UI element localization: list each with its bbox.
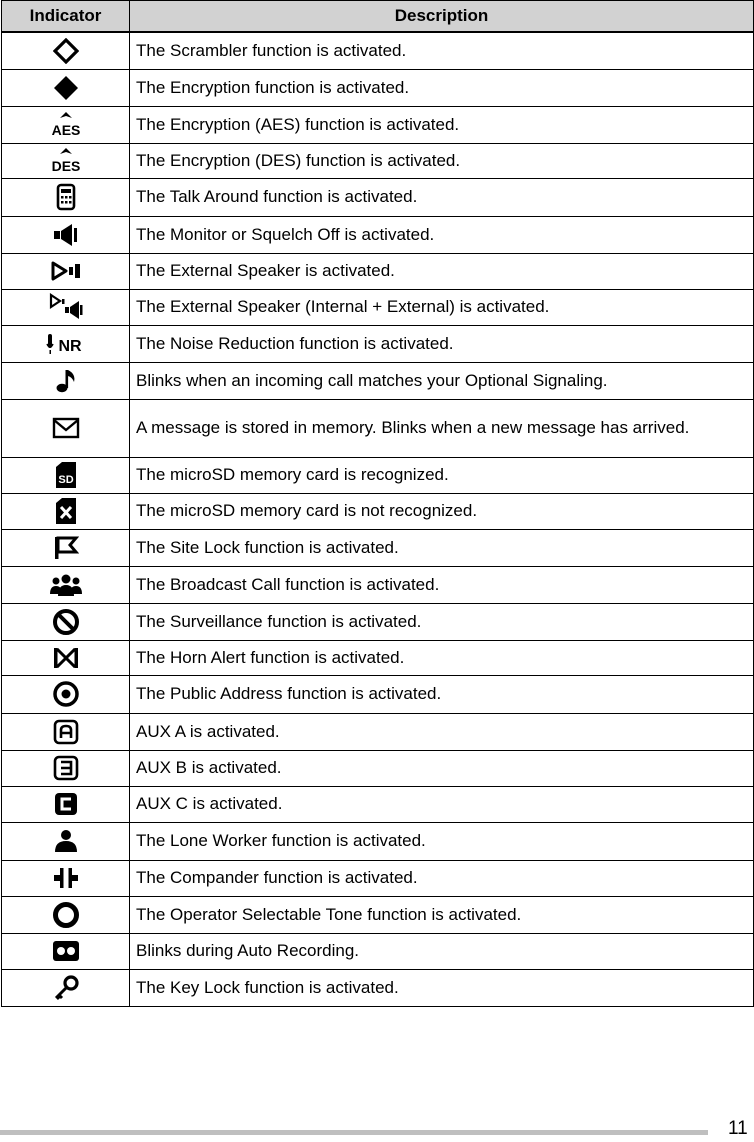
indicator-cell bbox=[2, 457, 130, 493]
indicator-cell bbox=[2, 860, 130, 896]
broadcast-group-icon bbox=[49, 572, 83, 598]
table-header-row bbox=[2, 1, 754, 33]
table-row bbox=[2, 860, 754, 896]
description-cell: AUX A is activated. bbox=[130, 713, 754, 750]
table-row bbox=[2, 566, 754, 603]
indicator-cell bbox=[2, 289, 130, 325]
encryption-des-icon bbox=[49, 147, 83, 175]
table-row bbox=[2, 253, 754, 289]
site-lock-flag-icon bbox=[53, 535, 79, 561]
table-row bbox=[2, 493, 754, 529]
table-row bbox=[2, 289, 754, 325]
public-address-icon bbox=[52, 680, 80, 708]
description-cell: The Surveillance function is activated. bbox=[130, 603, 754, 640]
table-row bbox=[2, 713, 754, 750]
indicator-cell bbox=[2, 713, 130, 750]
indicator-cell bbox=[2, 675, 130, 713]
description-cell: The Encryption (DES) function is activated. bbox=[130, 143, 754, 178]
description-cell: The Key Lock function is activated. bbox=[130, 969, 754, 1006]
indicator-cell bbox=[2, 640, 130, 675]
operator-tone-icon bbox=[52, 901, 80, 929]
table-row bbox=[2, 69, 754, 106]
microsd-icon bbox=[54, 461, 78, 489]
indicator-column-header: Indicator bbox=[2, 1, 130, 33]
description-cell: Blinks when an incoming call matches your Optional Signaling. bbox=[130, 362, 754, 399]
talk-around-icon bbox=[55, 183, 77, 211]
indicator-cell bbox=[2, 106, 130, 143]
page-number: 11 bbox=[728, 1118, 748, 1139]
description-cell: The Noise Reduction function is activated. bbox=[130, 325, 754, 362]
horn-alert-icon bbox=[52, 646, 80, 670]
indicator-cell bbox=[2, 529, 130, 566]
message-envelope-icon bbox=[52, 417, 80, 439]
description-cell: AUX C is activated. bbox=[130, 786, 754, 822]
indicator-cell bbox=[2, 143, 130, 178]
indicator-cell bbox=[2, 178, 130, 216]
description-cell: The Site Lock function is activated. bbox=[130, 529, 754, 566]
description-cell: The External Speaker is activated. bbox=[130, 253, 754, 289]
aux-c-icon bbox=[53, 791, 79, 817]
key-lock-icon bbox=[52, 974, 80, 1002]
icon-text: SD bbox=[57, 474, 74, 486]
description-cell: The Monitor or Squelch Off is activated. bbox=[130, 216, 754, 253]
description-cell: The Operator Selectable Tone function is activated. bbox=[130, 896, 754, 933]
description-cell: The Horn Alert function is activated. bbox=[130, 640, 754, 675]
encryption-aes-icon bbox=[49, 111, 83, 139]
description-cell: The Talk Around function is activated. bbox=[130, 178, 754, 216]
table-row bbox=[2, 143, 754, 178]
description-cell: AUX B is activated. bbox=[130, 750, 754, 786]
description-cell: The Broadcast Call function is activated. bbox=[130, 566, 754, 603]
table-row bbox=[2, 457, 754, 493]
table-row bbox=[2, 786, 754, 822]
microsd-error-icon bbox=[54, 497, 78, 525]
table-row bbox=[2, 640, 754, 675]
lone-worker-icon bbox=[52, 828, 80, 854]
indicator-cell bbox=[2, 822, 130, 860]
indicator-cell bbox=[2, 216, 130, 253]
indicator-cell bbox=[2, 786, 130, 822]
table-row bbox=[2, 362, 754, 399]
indicator-cell bbox=[2, 362, 130, 399]
description-cell: The microSD memory card is not recognized. bbox=[130, 493, 754, 529]
table-row bbox=[2, 969, 754, 1006]
description-cell: A message is stored in memory. Blinks when a new message has arrived. bbox=[130, 399, 754, 457]
indicator-cell bbox=[2, 253, 130, 289]
external-speaker-icon bbox=[50, 259, 82, 283]
description-cell: The microSD memory card is recognized. bbox=[130, 457, 754, 493]
description-cell: The Encryption function is activated. bbox=[130, 69, 754, 106]
indicator-cell bbox=[2, 399, 130, 457]
icon-text: NR bbox=[57, 337, 82, 355]
table-row bbox=[2, 822, 754, 860]
table-row bbox=[2, 178, 754, 216]
indicator-cell bbox=[2, 69, 130, 106]
icon-text: DES bbox=[51, 157, 80, 174]
indicator-cell bbox=[2, 969, 130, 1006]
table-row bbox=[2, 675, 754, 713]
internal-external-speaker-icon bbox=[49, 293, 83, 321]
table-row bbox=[2, 216, 754, 253]
indicator-cell bbox=[2, 933, 130, 969]
description-cell: The Public Address function is activated. bbox=[130, 675, 754, 713]
table-row bbox=[2, 603, 754, 640]
table-row bbox=[2, 750, 754, 786]
table-row bbox=[2, 399, 754, 457]
table-row bbox=[2, 529, 754, 566]
surveillance-icon bbox=[52, 608, 80, 636]
description-column-header: Description bbox=[130, 1, 754, 33]
description-cell: Blinks during Auto Recording. bbox=[130, 933, 754, 969]
description-cell: The Encryption (AES) function is activated. bbox=[130, 106, 754, 143]
description-cell: The Scrambler function is activated. bbox=[130, 32, 754, 69]
indicator-cell bbox=[2, 750, 130, 786]
indicator-table bbox=[1, 0, 754, 1007]
indicator-cell bbox=[2, 603, 130, 640]
indicator-cell bbox=[2, 32, 130, 69]
icon-text: AES bbox=[51, 121, 80, 138]
compander-icon bbox=[52, 866, 80, 890]
aux-a-icon bbox=[53, 719, 79, 745]
monitor-speaker-icon bbox=[52, 222, 80, 248]
footer-rule bbox=[0, 1130, 708, 1135]
scrambler-icon bbox=[53, 38, 79, 64]
encryption-icon bbox=[53, 75, 79, 101]
description-cell: The Lone Worker function is activated. bbox=[130, 822, 754, 860]
table-row bbox=[2, 32, 754, 69]
description-cell: The External Speaker (Internal + External) is activated. bbox=[130, 289, 754, 325]
description-cell: The Compander function is activated. bbox=[130, 860, 754, 896]
table-row bbox=[2, 896, 754, 933]
music-note-icon bbox=[54, 368, 78, 394]
indicator-cell bbox=[2, 325, 130, 362]
recording-tape-icon bbox=[51, 939, 81, 963]
indicator-cell bbox=[2, 493, 130, 529]
aux-b-icon bbox=[53, 755, 79, 781]
indicator-cell bbox=[2, 566, 130, 603]
indicator-cell bbox=[2, 896, 130, 933]
table-row bbox=[2, 933, 754, 969]
table-row bbox=[2, 325, 754, 362]
noise-reduction-icon bbox=[46, 331, 86, 357]
table-row bbox=[2, 106, 754, 143]
